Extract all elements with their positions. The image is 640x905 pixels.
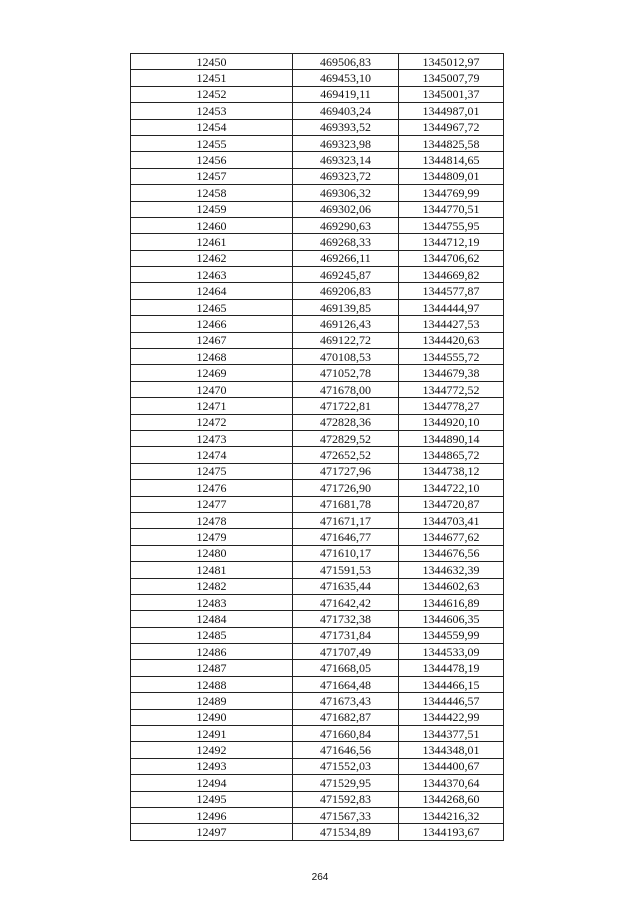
y-coordinate-cell: 1344427,53 [399,316,504,332]
point-number-cell: 12452 [131,86,293,102]
y-coordinate-cell: 1344738,12 [399,463,504,479]
table-row [131,430,504,446]
y-coordinate-cell: 1344755,95 [399,217,504,233]
point-number-cell: 12497 [131,824,293,840]
x-coordinate-cell: 471610,17 [293,545,399,561]
x-coordinate-cell: 469126,43 [293,316,399,332]
point-number-cell: 12488 [131,676,293,692]
point-number-cell: 12470 [131,381,293,397]
x-coordinate-cell: 471727,96 [293,463,399,479]
y-coordinate-cell: 1344193,67 [399,824,504,840]
x-coordinate-cell: 471552,03 [293,758,399,774]
point-number-cell: 12465 [131,299,293,315]
y-coordinate-cell: 1344616,89 [399,594,504,610]
y-coordinate-cell: 1345007,79 [399,70,504,86]
table-row [131,86,504,102]
table-row [131,267,504,283]
x-coordinate-cell: 469403,24 [293,103,399,119]
table-row [131,381,504,397]
point-number-cell: 12453 [131,103,293,119]
x-coordinate-cell: 471681,78 [293,496,399,512]
x-coordinate-cell: 471673,43 [293,693,399,709]
y-coordinate-cell: 1344420,63 [399,332,504,348]
x-coordinate-cell: 471635,44 [293,578,399,594]
y-coordinate-cell: 1344825,58 [399,135,504,151]
point-number-cell: 12493 [131,758,293,774]
point-number-cell: 12461 [131,234,293,250]
x-coordinate-cell: 471534,89 [293,824,399,840]
x-coordinate-cell: 471660,84 [293,726,399,742]
x-coordinate-cell: 469302,06 [293,201,399,217]
table-row [131,119,504,135]
point-number-cell: 12474 [131,447,293,463]
x-coordinate-cell: 471732,38 [293,611,399,627]
y-coordinate-cell: 1344268,60 [399,791,504,807]
table-row [131,627,504,643]
y-coordinate-cell: 1344703,41 [399,512,504,528]
x-coordinate-cell: 471671,17 [293,512,399,528]
point-number-cell: 12479 [131,529,293,545]
y-coordinate-cell: 1344422,99 [399,709,504,725]
point-number-cell: 12494 [131,775,293,791]
x-coordinate-cell: 469393,52 [293,119,399,135]
table-row [131,349,504,365]
y-coordinate-cell: 1344466,15 [399,676,504,692]
y-coordinate-cell: 1344814,65 [399,152,504,168]
table-row [131,447,504,463]
x-coordinate-cell: 472829,52 [293,430,399,446]
table-row [131,250,504,266]
table-row [131,709,504,725]
point-number-cell: 12457 [131,168,293,184]
point-number-cell: 12467 [131,332,293,348]
x-coordinate-cell: 471664,48 [293,676,399,692]
table-row [131,676,504,692]
table-row [131,217,504,233]
x-coordinate-cell: 469266,11 [293,250,399,266]
y-coordinate-cell: 1344632,39 [399,562,504,578]
table-row [131,70,504,86]
table-row [131,791,504,807]
x-coordinate-cell: 471668,05 [293,660,399,676]
table-row [131,283,504,299]
point-number-cell: 12496 [131,807,293,823]
y-coordinate-cell: 1344602,63 [399,578,504,594]
point-number-cell: 12472 [131,414,293,430]
x-coordinate-cell: 469139,85 [293,299,399,315]
point-number-cell: 12486 [131,644,293,660]
table-row [131,611,504,627]
table-row [131,168,504,184]
table-row [131,316,504,332]
coordinates-table [130,53,504,841]
point-number-cell: 12451 [131,70,293,86]
table-row [131,594,504,610]
y-coordinate-cell: 1344772,52 [399,381,504,397]
x-coordinate-cell: 471726,90 [293,480,399,496]
point-number-cell: 12475 [131,463,293,479]
table-row [131,529,504,545]
x-coordinate-cell: 469206,83 [293,283,399,299]
point-number-cell: 12459 [131,201,293,217]
coordinates-table-body [131,54,504,841]
table-row [131,332,504,348]
x-coordinate-cell: 469323,14 [293,152,399,168]
x-coordinate-cell: 472652,52 [293,447,399,463]
y-coordinate-cell: 1344533,09 [399,644,504,660]
table-row [131,578,504,594]
y-coordinate-cell: 1344865,72 [399,447,504,463]
point-number-cell: 12456 [131,152,293,168]
point-number-cell: 12483 [131,594,293,610]
point-number-cell: 12491 [131,726,293,742]
point-number-cell: 12469 [131,365,293,381]
point-number-cell: 12492 [131,742,293,758]
x-coordinate-cell: 471682,87 [293,709,399,725]
x-coordinate-cell: 469419,11 [293,86,399,102]
y-coordinate-cell: 1344720,87 [399,496,504,512]
point-number-cell: 12490 [131,709,293,725]
y-coordinate-cell: 1344722,10 [399,480,504,496]
x-coordinate-cell: 471678,00 [293,381,399,397]
x-coordinate-cell: 471707,49 [293,644,399,660]
table-row [131,807,504,823]
x-coordinate-cell: 471642,42 [293,594,399,610]
y-coordinate-cell: 1344770,51 [399,201,504,217]
y-coordinate-cell: 1344348,01 [399,742,504,758]
point-number-cell: 12462 [131,250,293,266]
x-coordinate-cell: 471722,81 [293,398,399,414]
point-number-cell: 12481 [131,562,293,578]
table-row [131,299,504,315]
y-coordinate-cell: 1345012,97 [399,54,504,70]
point-number-cell: 12495 [131,791,293,807]
y-coordinate-cell: 1344370,64 [399,775,504,791]
y-coordinate-cell: 1344890,14 [399,430,504,446]
point-number-cell: 12478 [131,512,293,528]
y-coordinate-cell: 1344679,38 [399,365,504,381]
y-coordinate-cell: 1344677,62 [399,529,504,545]
x-coordinate-cell: 469323,98 [293,135,399,151]
x-coordinate-cell: 469506,83 [293,54,399,70]
point-number-cell: 12473 [131,430,293,446]
table-row [131,54,504,70]
y-coordinate-cell: 1344920,10 [399,414,504,430]
table-row [131,103,504,119]
point-number-cell: 12480 [131,545,293,561]
y-coordinate-cell: 1344216,32 [399,807,504,823]
table-row [131,398,504,414]
x-coordinate-cell: 471052,78 [293,365,399,381]
point-number-cell: 12455 [131,135,293,151]
y-coordinate-cell: 1344377,51 [399,726,504,742]
table-row [131,562,504,578]
point-number-cell: 12482 [131,578,293,594]
x-coordinate-cell: 469290,63 [293,217,399,233]
table-row [131,644,504,660]
table-row [131,201,504,217]
y-coordinate-cell: 1344967,72 [399,119,504,135]
table-row [131,496,504,512]
table-row [131,234,504,250]
x-coordinate-cell: 469453,10 [293,70,399,86]
point-number-cell: 12476 [131,480,293,496]
page-number: 264 [311,872,329,883]
y-coordinate-cell: 1344444,97 [399,299,504,315]
table-row [131,824,504,840]
y-coordinate-cell: 1344769,99 [399,185,504,201]
table-row [131,775,504,791]
point-number-cell: 12485 [131,627,293,643]
point-number-cell: 12468 [131,349,293,365]
y-coordinate-cell: 1344669,82 [399,267,504,283]
y-coordinate-cell: 1344577,87 [399,283,504,299]
table-row [131,185,504,201]
x-coordinate-cell: 471529,95 [293,775,399,791]
point-number-cell: 12489 [131,693,293,709]
point-number-cell: 12477 [131,496,293,512]
y-coordinate-cell: 1344809,01 [399,168,504,184]
y-coordinate-cell: 1344555,72 [399,349,504,365]
x-coordinate-cell: 469323,72 [293,168,399,184]
point-number-cell: 12466 [131,316,293,332]
point-number-cell: 12458 [131,185,293,201]
point-number-cell: 12484 [131,611,293,627]
table-row [131,414,504,430]
y-coordinate-cell: 1344400,67 [399,758,504,774]
y-coordinate-cell: 1344478,19 [399,660,504,676]
table-row [131,152,504,168]
point-number-cell: 12471 [131,398,293,414]
x-coordinate-cell: 471646,56 [293,742,399,758]
table-row [131,742,504,758]
x-coordinate-cell: 471567,33 [293,807,399,823]
table-row [131,365,504,381]
y-coordinate-cell: 1344706,62 [399,250,504,266]
point-number-cell: 12460 [131,217,293,233]
y-coordinate-cell: 1344778,27 [399,398,504,414]
table-row [131,758,504,774]
y-coordinate-cell: 1344987,01 [399,103,504,119]
x-coordinate-cell: 469245,87 [293,267,399,283]
point-number-cell: 12450 [131,54,293,70]
y-coordinate-cell: 1344559,99 [399,627,504,643]
x-coordinate-cell: 469122,72 [293,332,399,348]
table-row [131,660,504,676]
table-row [131,480,504,496]
y-coordinate-cell: 1344446,57 [399,693,504,709]
table-row [131,512,504,528]
x-coordinate-cell: 471646,77 [293,529,399,545]
x-coordinate-cell: 469306,32 [293,185,399,201]
table-row [131,726,504,742]
point-number-cell: 12463 [131,267,293,283]
point-number-cell: 12487 [131,660,293,676]
x-coordinate-cell: 471591,53 [293,562,399,578]
x-coordinate-cell: 471731,84 [293,627,399,643]
y-coordinate-cell: 1344676,56 [399,545,504,561]
table-row [131,463,504,479]
x-coordinate-cell: 472828,36 [293,414,399,430]
table-row [131,135,504,151]
x-coordinate-cell: 471592,83 [293,791,399,807]
y-coordinate-cell: 1344606,35 [399,611,504,627]
x-coordinate-cell: 469268,33 [293,234,399,250]
table-row [131,545,504,561]
y-coordinate-cell: 1345001,37 [399,86,504,102]
y-coordinate-cell: 1344712,19 [399,234,504,250]
x-coordinate-cell: 470108,53 [293,349,399,365]
point-number-cell: 12464 [131,283,293,299]
table-row [131,693,504,709]
point-number-cell: 12454 [131,119,293,135]
